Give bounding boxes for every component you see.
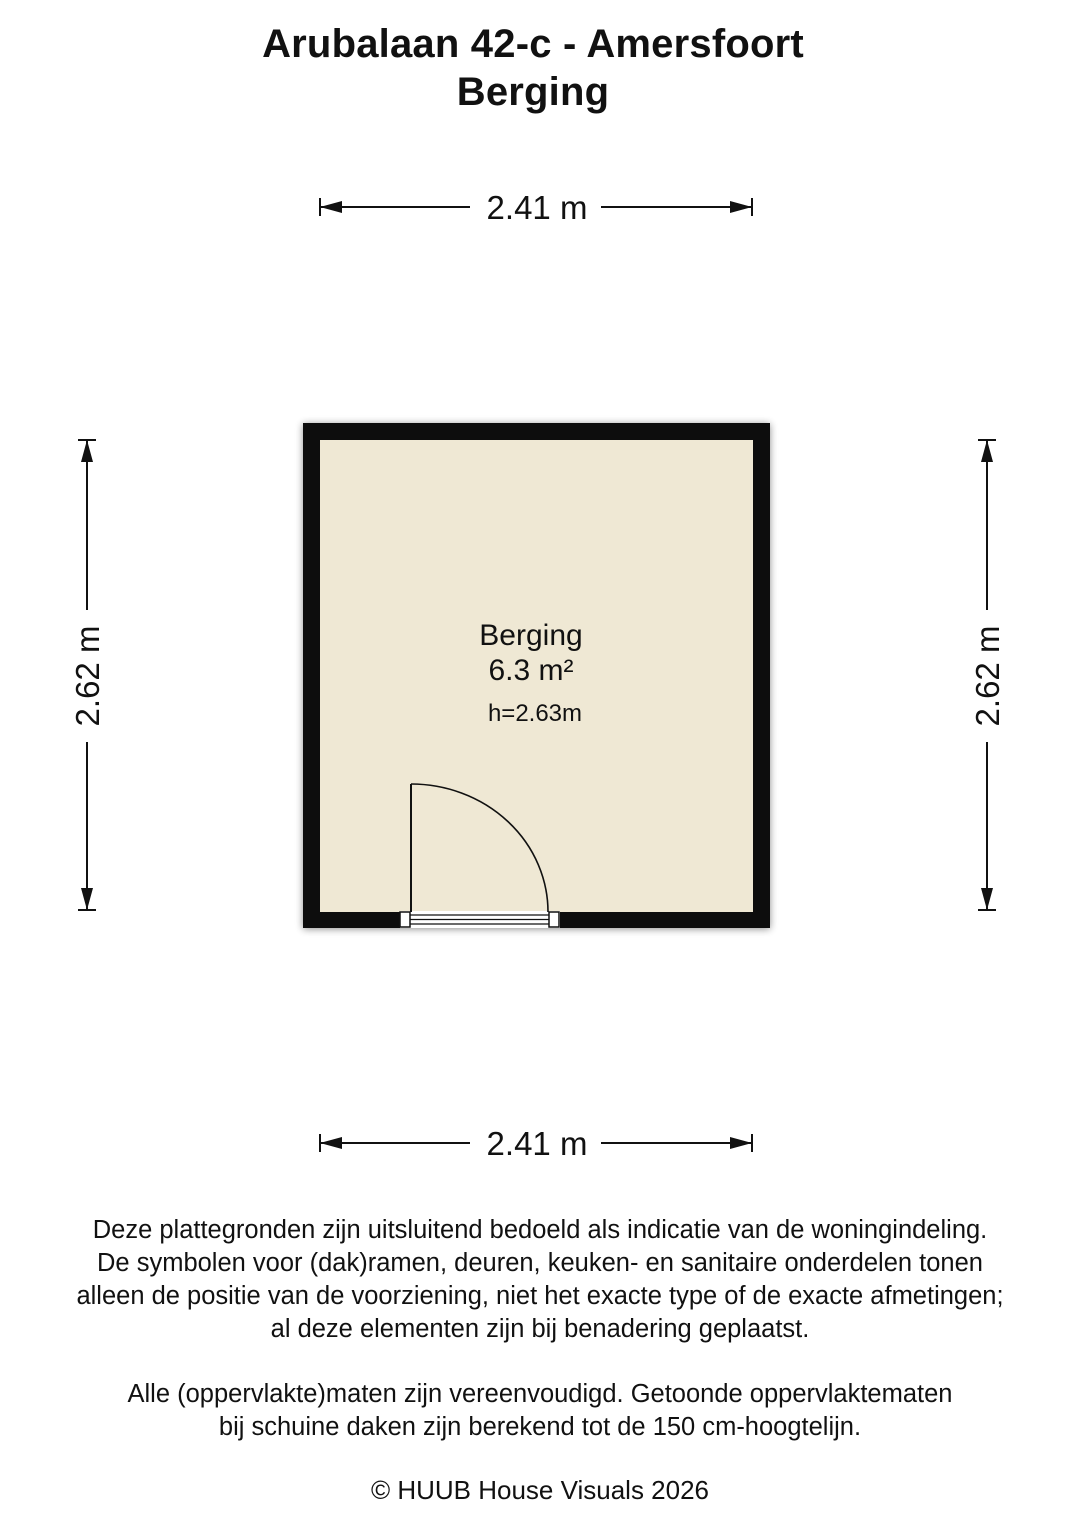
- dimension-height-right: [969, 440, 1006, 910]
- disclaimer-line: alleen de positie van de voorziening, niet het exacte type of de exacte afmetingen;: [76, 1282, 1004, 1310]
- copyright-notice: © HUUB House Visuals 2026: [370, 1475, 710, 1505]
- room-ceiling-height-label: h=2.63m: [487, 700, 583, 727]
- disclaimer-paragraph-1: [0, 1214, 1080, 1346]
- disclaimer-paragraph-2: [0, 1378, 1080, 1444]
- plan-title-address: Arubalaan 42-c - Amersfoort: [262, 22, 804, 66]
- plan-title-floor: Berging: [456, 70, 610, 114]
- room-area-label: 6.3 m²: [488, 654, 574, 687]
- dimension-width-top: [320, 189, 752, 226]
- disclaimer-line: Alle (oppervlakte)maten zijn vereenvoudigd. Getoonde oppervlaktematen: [127, 1380, 953, 1408]
- room-berging: [303, 423, 770, 928]
- dimension-label-width-top: 2.41 m: [486, 189, 588, 226]
- dimension-height-left: [69, 440, 106, 910]
- disclaimer-line: Deze plattegronden zijn uitsluitend bedoeld als indicatie van de woningindeling.: [92, 1216, 988, 1244]
- dimension-label-width-bottom: 2.41 m: [486, 1125, 588, 1162]
- room-name-label: Berging: [479, 619, 583, 652]
- disclaimer-line: al deze elementen zijn bij benadering geplaatst.: [270, 1315, 810, 1343]
- dimension-label-height-right: 2.62 m: [969, 625, 1006, 727]
- disclaimer-line: De symbolen voor (dak)ramen, deuren, keuken- en sanitaire onderdelen tonen: [97, 1249, 983, 1277]
- dimension-label-height-left: 2.62 m: [69, 625, 106, 727]
- dimension-width-bottom: [320, 1125, 752, 1162]
- disclaimer-line: bij schuine daken zijn berekend tot de 150 cm-hoogtelijn.: [218, 1413, 862, 1441]
